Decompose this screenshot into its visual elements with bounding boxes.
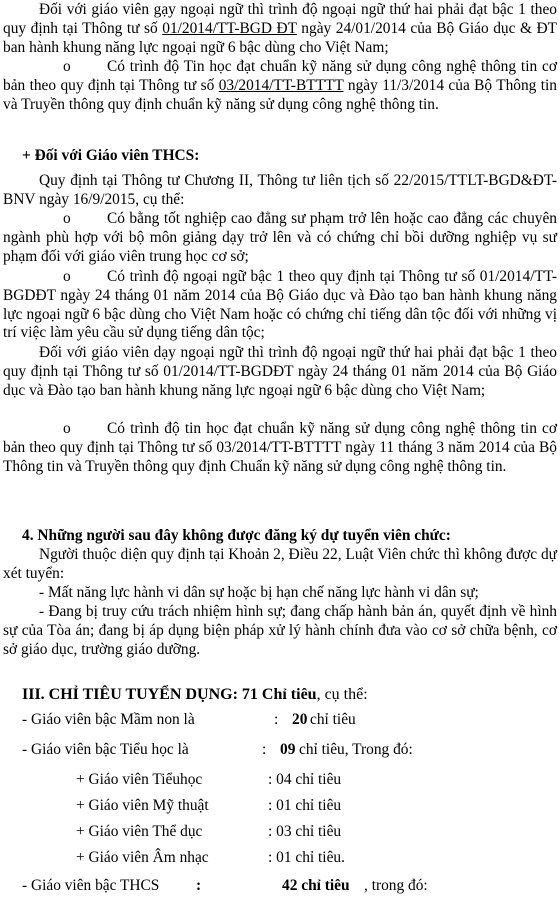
quota-label: - Giáo viên bậc THCS <box>22 877 160 894</box>
para1-text-pre: Đối với giáo viên gạy ngoại ngữ thì trình độ ngoại ngữ thứ hai phải đạt bậc 1 theo quy định tại Thông tư số <box>3 1 557 37</box>
section-4-intro: Người thuộc diện quy định tại Khoản 2, Điều 22, Luật Viên chức thì không được dự xét tuyển: <box>3 546 557 582</box>
quota-value: : 01 chỉ tiêu <box>268 797 342 814</box>
quota-row-pe-teacher <box>76 823 536 843</box>
quota-sep: : <box>262 741 267 758</box>
quota-value: 42 chỉ tiêu <box>282 877 350 894</box>
quota-unit: chỉ tiêu <box>310 711 356 728</box>
quota-value: 09 <box>280 741 296 758</box>
quota-label: + Giáo viên Tiểuhọc <box>76 771 203 788</box>
quota-row-primary <box>22 741 542 761</box>
section-4-item-2: - Đang bị truy cứu trách nhiệm hình sự; đang chấp hành bản án, quyết định về hình sự của Tòa án; đang bị áp dụng biện pháp xử lý hành chính đưa vào cơ sở chữa bệnh, cơ sở giáo dục, trường giáo dưỡng. <box>3 603 557 658</box>
quota-value: 20 <box>292 711 308 728</box>
quota-label: - Giáo viên bậc Mầm non là <box>22 711 195 728</box>
quota-unit: , trong đó: <box>364 877 428 894</box>
para2-text-pre: Có trình độ Tin học đạt chuẩn kỹ năng sử dụng công nghệ thông tin cơ bản theo quy định tại Thông tư số <box>3 58 557 94</box>
section-3-heading-rest: , cụ thể: <box>316 686 368 703</box>
quota-unit: chỉ tiêu, Trong đó: <box>299 741 413 758</box>
section-3-heading-bold: III. CHỈ TIÊU TUYỂN DỤNG: 71 Chỉ tiêu <box>22 686 317 703</box>
para4-text: Có bằng tốt nghiệp cao đẳng sư phạm trở lên hoặc cao đẳng các chuyên ngành phù hợp với bộ môn giảng dạy trở lên và có chứng chỉ bồi dưỡng nghiệp vụ sư phạm đối với giáo viên trung học cơ sở; <box>3 210 557 265</box>
bullet-icon: o <box>63 58 71 75</box>
paragraph-thcs-second-language: Đối với giáo viên dạy ngoại ngữ thì trình độ ngoại ngữ thứ hai phải đạt bậc 1 theo quy định tại Thông tư số 01/2014/TT-BGDĐT ngày 24 tháng 01 năm 2014 của Bộ Giáo dục và Đào tạo ban hành khung năng lực ngoại ngữ 6 bậc dùng cho Việt Nam; <box>3 344 557 399</box>
bullet-icon: o <box>63 268 71 285</box>
quota-sep: : <box>196 877 202 894</box>
paragraph-thcs-it-skills <box>3 420 557 476</box>
circular-01-2014-reference: 01/2014/TT-BGD ĐT <box>162 19 297 37</box>
para1-text-post: ngày 24/01/2014 của Bộ Giáo dục & ĐT ban hành khung năng lực ngoại ngữ 6 bậc dùng cho Việt Nam; <box>3 19 558 56</box>
bullet-icon: o <box>63 210 71 227</box>
quota-row-music-teacher <box>76 849 536 869</box>
paragraph-thcs-regulation: Quy định tại Thông tư Chương II, Thông tư liên tịch số 22/2015/TTLT-BGD&ĐT-BNV ngày 16/9/2015, cụ thể: <box>3 172 557 208</box>
quota-value: : 01 chỉ tiêu. <box>268 849 345 866</box>
para7-text: Có trình độ tin học đạt chuẩn kỹ năng sử dụng công nghệ thông tin cơ bản theo quy định tại Thông tư số 03/2014/TT-BTTTT ngày 11 tháng 3 năm 2014 của Bộ Thông tin và Truyền thông quy định Chuẩn kỹ năng sử dụng công nghệ thông tin. <box>3 420 557 475</box>
thcs-heading: + Đối với Giáo viên THCS: <box>22 147 200 164</box>
paragraph-it-skills-primary <box>3 58 557 114</box>
section-4-item-1: - Mất năng lực hành vi dân sự hoặc bị hạn chế năng lực hành vi dân sự; <box>39 584 479 601</box>
section-3-heading <box>22 686 368 705</box>
quota-value: : 03 chỉ tiêu <box>268 823 342 840</box>
circular-03-2014-reference: 03/2014/TT-BTTTT <box>218 76 344 94</box>
quota-value: : 04 chỉ tiêu <box>268 771 342 788</box>
quota-row-primary-teacher <box>76 771 536 791</box>
paragraph-foreign-language-primary <box>3 1 557 57</box>
quota-row-preschool <box>22 711 542 731</box>
quota-label: - Giáo viên bậc Tiểu học là <box>22 741 189 758</box>
para2-text-post: ngày 11/3/2014 của Bộ Thông tin và Truyền thông quy định chuẩn kỹ năng sử dụng công nghệ thông tin. <box>3 76 557 113</box>
section-4-heading: 4. Những người sau đây không được đăng ký dự tuyển viên chức: <box>22 527 451 544</box>
quota-label: + Giáo viên Mỹ thuật <box>76 797 209 814</box>
quota-label: + Giáo viên Âm nhạc <box>76 849 209 866</box>
quota-label: + Giáo viên Thể dục <box>76 823 203 840</box>
para5-text: Có trình độ ngoại ngữ bậc 1 theo quy định tại Thông tư số 01/2014/TT-BGDĐT ngày 24 tháng 01 năm 2014 của Bộ Giáo dục và Đào tạo ban hành khung năng lực ngoại ngữ 6 bậc dùng cho Việt Nam hoặc có chứng chỉ tiếng dân tộc đối với những vị trí việc làm yêu cầu sử dụng tiếng dân tộc; <box>3 268 557 342</box>
paragraph-thcs-degree <box>3 210 557 266</box>
quota-row-thcs <box>22 877 542 897</box>
bullet-icon: o <box>63 420 71 437</box>
paragraph-thcs-foreign-language <box>3 268 557 343</box>
quota-row-art-teacher <box>76 797 536 817</box>
quota-sep: : <box>274 711 279 728</box>
